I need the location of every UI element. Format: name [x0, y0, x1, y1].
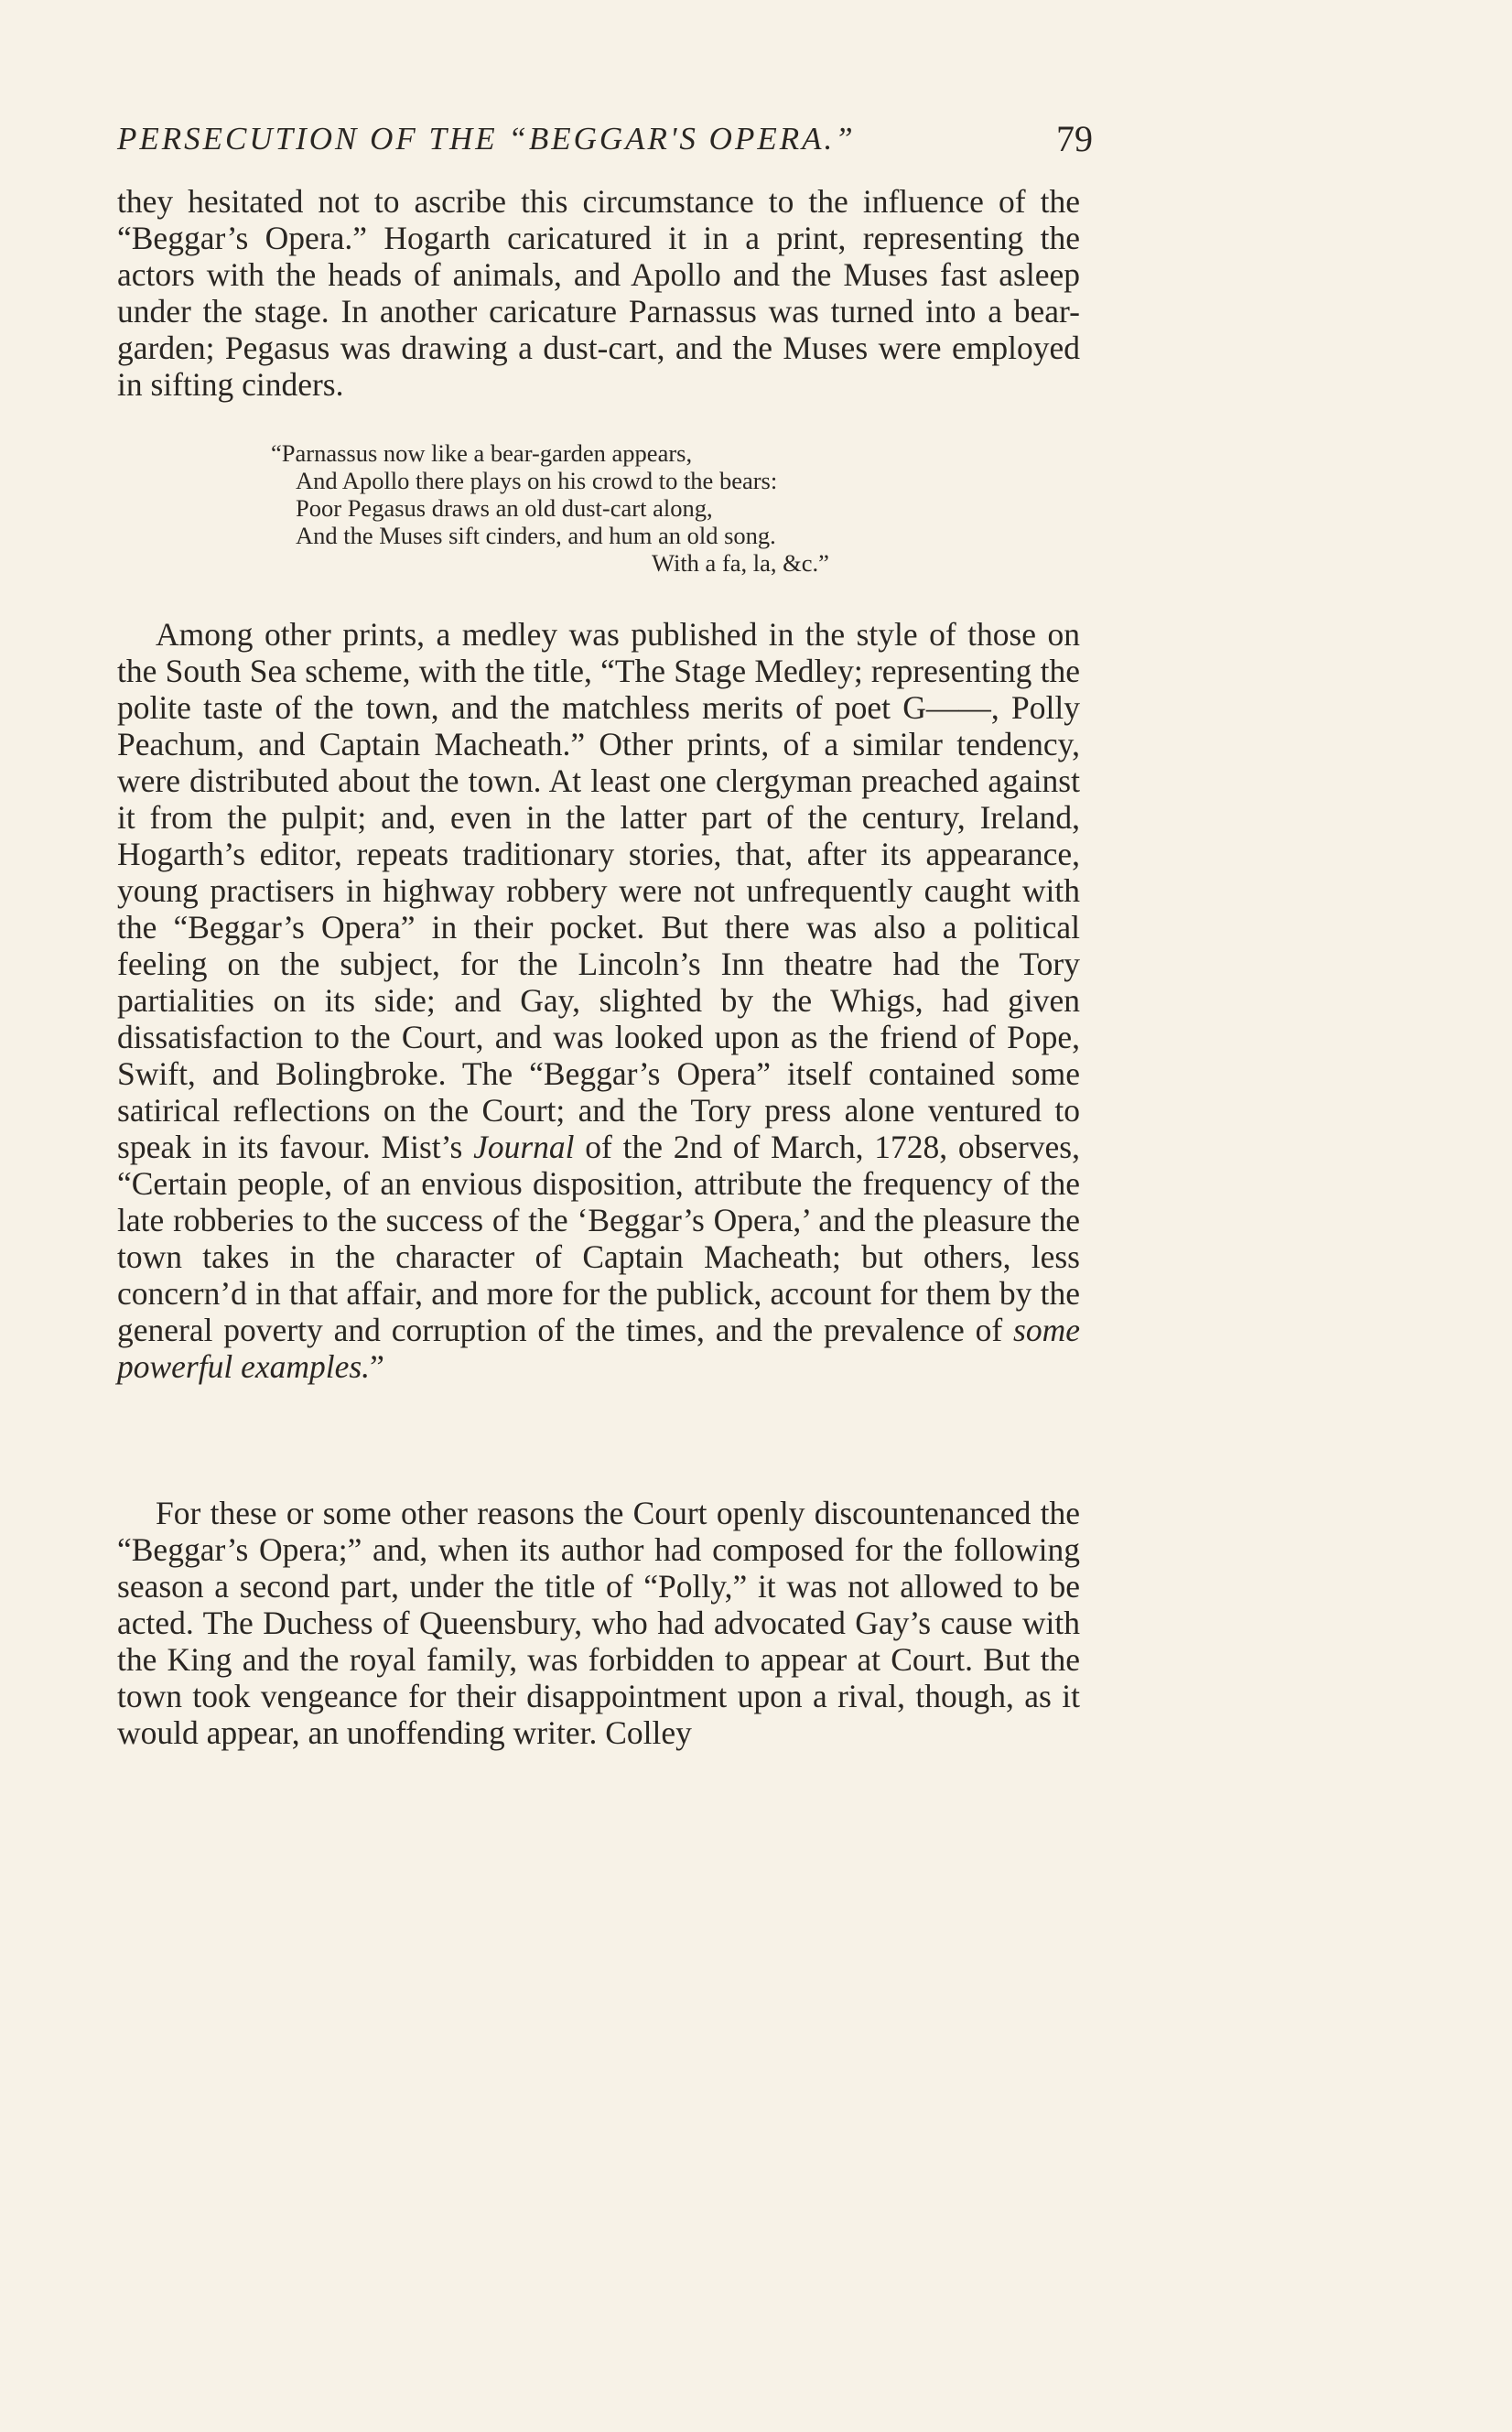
closing-quote: ”	[370, 1348, 384, 1385]
paragraph-1-text: they hesitated not to ascribe this circumstance to the influence of the “Beggar’s Opera.” Hogarth caricatured it in a print, representing the actors with the heads of animals, and Apollo and the Muses fast asleep under the stage. In another caricature Parnassus was turned into a bear-garden; Pegasus was drawing a dust-cart, and the Muses were employed in sifting cinders.	[117, 183, 1080, 403]
verse-line-5: With a fa, la, &c.”	[652, 549, 829, 577]
journal-title: Journal	[473, 1129, 575, 1165]
verse-line-2: And Apollo there plays on his crowd to the bears:	[296, 467, 778, 494]
page-number: 79	[1056, 118, 1093, 159]
paragraph-3-text: For these or some other reasons the Court openly discountenanced the “Beggar’s Opera;” and, when its author had composed for the following season a second part, under the title of “Polly,” it was not allowed to be acted. The Duchess of Queensbury, who had advocated Gay’s cause with the King and the royal family, was forbidden to appear at Court. But the town took vengeance for their disappointment upon a rival, though, as it would appear, an unoffending writer. Colley	[117, 1495, 1080, 1751]
paragraph-2-part-a: Among other prints, a medley was published in the style of those on the South Sea scheme, with the title, “The Stage Medley; representing the polite taste of the town, and the matchless merits of poet G——, Polly Peachum, and Captain Macheath.” Other prints, of a similar tendency, were distributed about the town. At least one clergyman preached against it from the pulpit; and, even in the latter part of the century, Ireland, Hogarth’s editor, repeats traditionary stories, that, after its appearance, young practisers in highway robbery were not unfrequently caught with the “Beggar’s Opera” in their pocket. But there was also a political feeling on the subject, for the Lincoln’s Inn theatre had the Tory partialities on its side; and Gay, slighted by the Whigs, had given dissatisfaction to the Court, and was looked upon as the friend of Pope, Swift, and Bolingbroke. The “Beggar’s Opera” itself contained some satirical reflections on the Court; and the Tory press alone ventured to speak in its favour. Mist’s	[117, 616, 1080, 1165]
verse-line-1: “Parnassus now like a bear-garden appears,	[271, 439, 693, 467]
paragraph-2	[117, 616, 1080, 1385]
verse-quotation	[271, 439, 967, 577]
running-title: PERSECUTION OF THE “BEGGAR'S OPERA.”	[117, 121, 856, 157]
paragraph-2-text	[117, 616, 1080, 1385]
verse-line-4: And the Muses sift cinders, and hum an old song.	[296, 522, 776, 549]
running-head	[117, 113, 1093, 168]
italic-phrase: some powerful examples.	[117, 1312, 1081, 1385]
paragraph-3	[117, 1495, 1080, 1751]
verse-line-3: Poor Pegasus draws an old dust-cart along,	[296, 494, 713, 522]
paragraph-2-part-b: of the 2nd of March, 1728, observes, “Certain people, of an envious disposition, attribute the frequency of the late robberies to the success of the ‘Beggar’s Opera,’ and the pleasure the town takes in the character of Captain Macheath; but others, less concern’d in that affair, and more for the publick, account for them by the general poverty and corruption of the times, and the prevalence of	[117, 1129, 1080, 1348]
paragraph-1	[117, 183, 1080, 403]
